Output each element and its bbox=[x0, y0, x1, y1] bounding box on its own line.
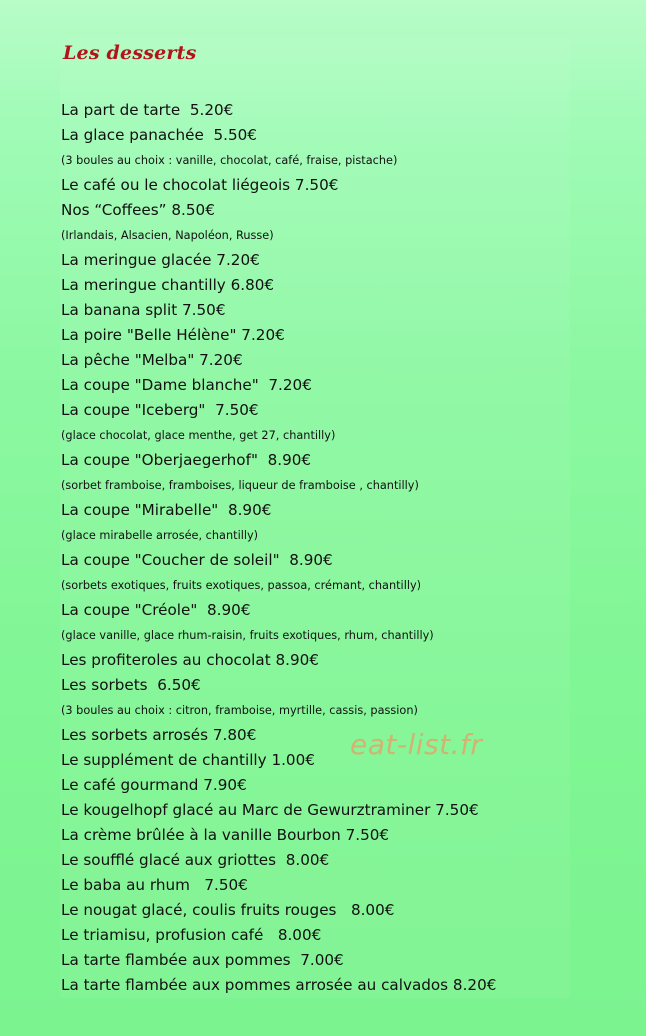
menu-item: La glace panachée 5.50€ bbox=[61, 126, 257, 144]
menu-item-note: (Irlandais, Alsacien, Napoléon, Russe) bbox=[61, 229, 274, 242]
menu-item: La crème brûlée à la vanille Bourbon 7.50€ bbox=[61, 826, 390, 844]
menu-item: La coupe "Créole" 8.90€ bbox=[61, 601, 251, 619]
menu-item: La banana split 7.50€ bbox=[61, 301, 226, 319]
menu-item: La part de tarte 5.20€ bbox=[61, 101, 234, 119]
menu-item-note: (sorbets exotiques, fruits exotiques, passoa, crémant, chantilly) bbox=[61, 579, 422, 592]
menu-item: Le café gourmand 7.90€ bbox=[61, 776, 247, 794]
menu-item: La tarte flambée aux pommes 7.00€ bbox=[61, 951, 344, 969]
menu-item: Le nougat glacé, coulis fruits rouges 8.00€ bbox=[61, 901, 395, 919]
menu-item-note: (glace mirabelle arrosée, chantilly) bbox=[61, 529, 259, 542]
menu-item: La coupe "Oberjaegerhof" 8.90€ bbox=[61, 451, 312, 469]
menu-item: Les profiteroles au chocolat 8.90€ bbox=[61, 651, 319, 669]
menu-item: La coupe "Coucher de soleil" 8.90€ bbox=[61, 551, 333, 569]
menu-item-note: (3 boules au choix : vanille, chocolat, café, fraise, pistache) bbox=[61, 154, 398, 167]
menu-item-note: (glace vanille, glace rhum-raisin, fruits exotiques, rhum, chantilly) bbox=[61, 629, 434, 642]
menu-item-note: (3 boules au choix : citron, framboise, myrtille, cassis, passion) bbox=[61, 704, 418, 717]
menu-item: La coupe "Iceberg" 7.50€ bbox=[61, 401, 259, 419]
menu-item: La tarte flambée aux pommes arrosée au calvados 8.20€ bbox=[61, 976, 497, 994]
menu-item: Le triamisu, profusion café 8.00€ bbox=[61, 926, 322, 944]
menu-item: Le baba au rhum 7.50€ bbox=[61, 876, 248, 894]
menu-item: La meringue chantilly 6.80€ bbox=[61, 276, 275, 294]
menu-item: La coupe "Mirabelle" 8.90€ bbox=[61, 501, 272, 519]
menu-item: Les sorbets arrosés 7.80€ bbox=[61, 726, 257, 744]
menu-item: Le soufflé glacé aux griottes 8.00€ bbox=[61, 851, 330, 869]
menu-title: Les desserts bbox=[63, 42, 197, 64]
menu-item-note: (sorbet framboise, framboises, liqueur de framboise , chantilly) bbox=[61, 479, 419, 492]
menu-item: La coupe "Dame blanche" 7.20€ bbox=[61, 376, 312, 394]
menu-item: La pêche "Melba" 7.20€ bbox=[61, 351, 243, 369]
menu-item-note: (glace chocolat, glace menthe, get 27, chantilly) bbox=[61, 429, 336, 442]
menu-item: Nos “Coffees” 8.50€ bbox=[61, 201, 215, 219]
menu-item: Le supplément de chantilly 1.00€ bbox=[61, 751, 315, 769]
menu-item: Le café ou le chocolat liégeois 7.50€ bbox=[61, 176, 339, 194]
menu-item: La meringue glacée 7.20€ bbox=[61, 251, 260, 269]
watermark: eat-list.fr bbox=[350, 728, 483, 761]
dessert-list bbox=[61, 98, 496, 998]
menu-item: La poire "Belle Hélène" 7.20€ bbox=[61, 326, 285, 344]
menu-item: Les sorbets 6.50€ bbox=[61, 676, 201, 694]
menu-item: Le kougelhopf glacé au Marc de Gewurztraminer 7.50€ bbox=[61, 801, 479, 819]
